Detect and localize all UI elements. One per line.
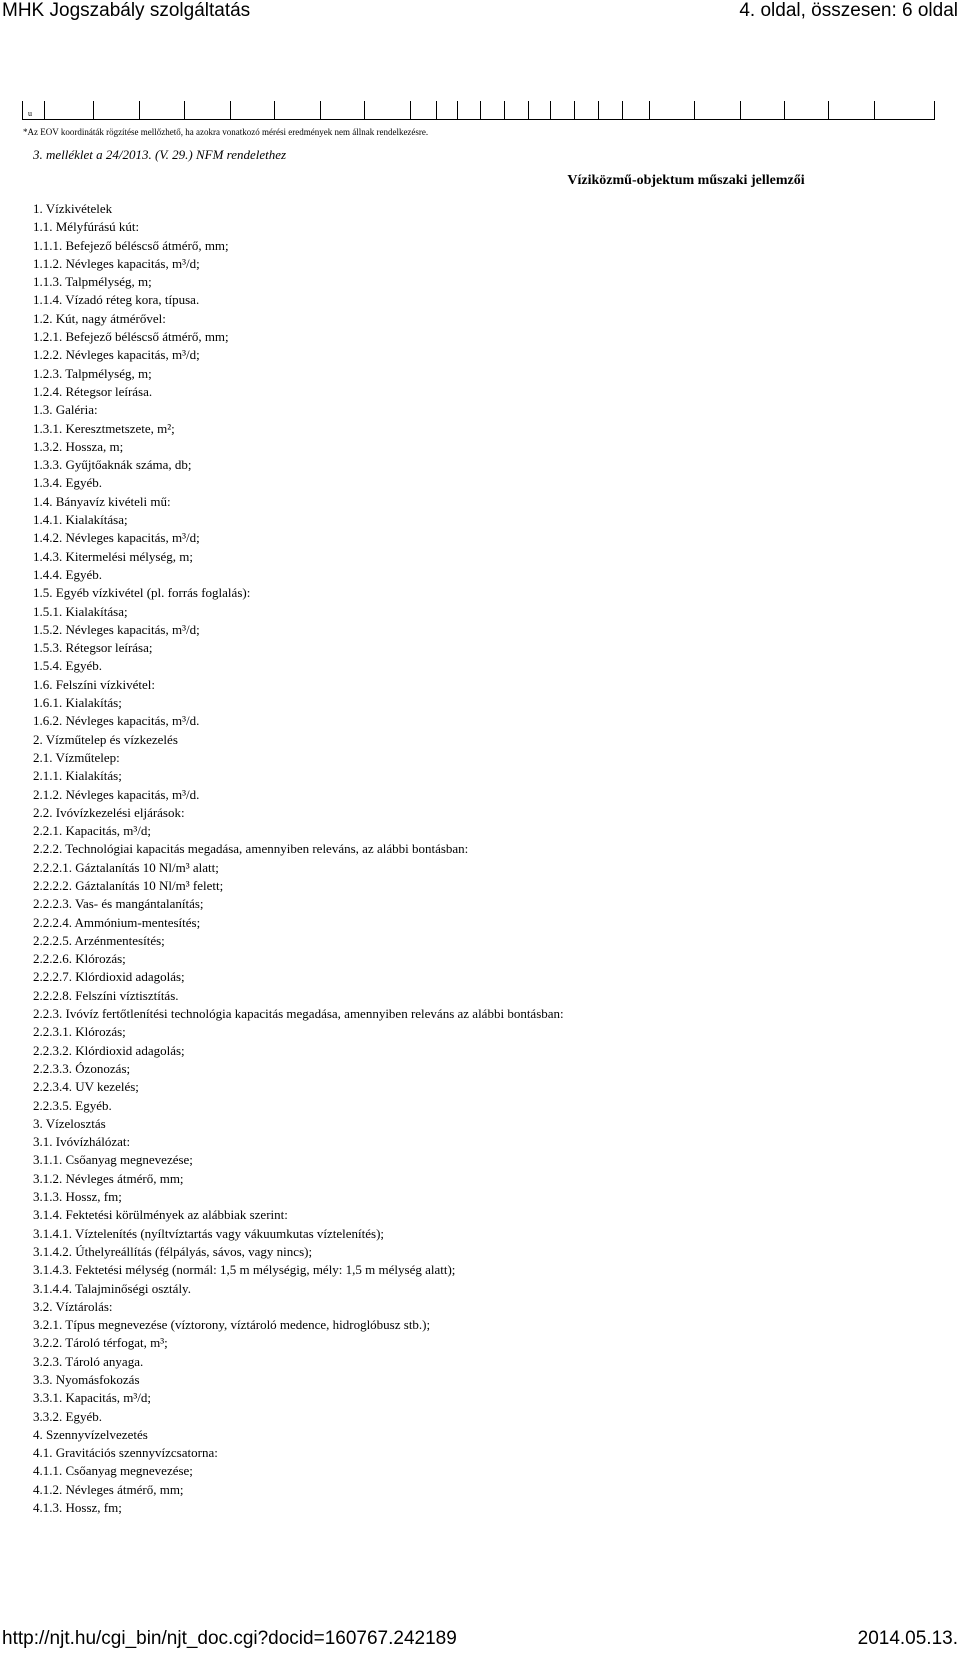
footnote-eov: *Az EOV koordináták rögzítése mellőzhető, ha azokra vonatkozó mérési eredmények nem állnak rendelkezésre. [23,127,429,137]
ruler-tick [528,101,529,120]
list-item: 1.1.3. Talpmélység, m; [33,274,152,290]
list-item: 1.4. Bányavíz kivételi mű: [33,493,171,509]
list-item: 3.1.4.3. Fektetési mélység (normál: 1,5 m mélységig, mély: 1,5 m mélység alatt); [33,1262,456,1278]
list-item: 1.3.4. Egyéb. [33,475,102,491]
list-item: 3.1.4.2. Úthelyreállítás (félpályás, sávos, vagy nincs); [33,1243,313,1259]
list-item: 2.2.3.1. Klórozás; [33,1024,126,1040]
list-item: 1.1.1. Befejező béléscső átmérő, mm; [33,237,229,253]
list-item: 2.1. Vízműtelep: [33,749,120,765]
list-item: 3.3. Nyomásfokozás [33,1372,140,1387]
ruler-tick [410,101,411,120]
list-item: 1.5. Egyéb vízkivétel (pl. forrás foglalás): [33,585,251,601]
ruler-tick [480,101,481,120]
list-item: 1.3.1. Keresztmetszete, m²; [33,420,175,436]
list-item: 1.5.3. Rétegsor leírása; [33,640,153,656]
list-item: 2.2.2.8. Felszíni víztisztítás. [33,987,179,1003]
list-item: 4. Szennyvízelvezetés [33,1426,148,1442]
list-item: 2.2.1. Kapacitás, m³/d; [33,823,151,839]
ruler-tick [93,101,94,120]
list-item: 3.1.3. Hossz, fm; [33,1189,122,1205]
ruler-tick [230,101,231,120]
list-item: 2.2.3.5. Egyéb. [33,1097,112,1113]
list-item: 2.2.3.2. Klórdioxid adagolás; [33,1042,185,1058]
list-item: 3.1.4. Fektetési körülmények az alábbiak szerint: [33,1207,288,1223]
list-item: 2.2.2.6. Klórozás; [33,951,126,967]
ruler-tick [550,101,551,120]
ruler-tick [740,101,741,120]
list-item: 2.2.2.2. Gáztalanítás 10 Nl/m³ felett; [33,877,224,893]
list-item: 1.5.4. Egyéb. [33,658,102,674]
ruler-tick [139,101,140,120]
list-item: 3.1.1. Csőanyag megnevezése; [33,1152,193,1168]
list-item: 1.4.4. Egyéb. [33,566,102,582]
list-item: 1.3.2. Hossza, m; [33,438,124,454]
ruler-tick [598,101,599,120]
header-service-name: MHK Jogszabály szolgáltatás [2,0,251,21]
list-item: 1.5.2. Névleges kapacitás, m³/d; [33,621,200,637]
list-item: 1.1.4. Vízadó réteg kora, típusa. [33,292,200,308]
list-item: 1.1.2. Névleges kapacitás, m³/d; [33,255,200,271]
list-item: 4.1. Gravitációs szennyvízcsatorna: [33,1445,218,1461]
list-item: 2.2. Ivóvízkezelési eljárások: [33,804,185,820]
list-item: 1.4.1. Kialakítása; [33,512,128,528]
ruler-tick [874,101,875,120]
ruler-tick [504,101,505,120]
ruler-tick [649,101,650,120]
characteristics-list [33,200,564,1517]
list-item: 1.2.3. Talpmélység, m; [33,365,152,381]
list-item: 3.2.2. Tároló térfogat, m³; [33,1335,168,1351]
footer-date: 2014.05.13. [857,1628,958,1649]
list-item: 1.3. Galéria: [33,402,98,418]
ruler-tick [574,101,575,120]
list-item: 3.2.3. Tároló anyaga. [33,1353,144,1369]
list-item: 1.6. Felszíni vízkivétel: [33,676,156,692]
list-item: 1.5.1. Kialakítása; [33,603,128,619]
ruler-tick [828,101,829,120]
ruler-tick [784,101,785,120]
list-item: 3.1.4.4. Talajminőségi osztály. [33,1280,191,1296]
list-item: 3.1.4.1. Víztelenítés (nyíltvíztartás vagy vákuumkutas víztelenítés); [33,1225,385,1241]
list-item: 1.6.2. Névleges kapacitás, m³/d. [33,713,200,729]
ruler-tick [694,101,695,120]
list-item: 2.1.2. Névleges kapacitás, m³/d. [33,786,200,802]
list-item: 3.2.1. Típus megnevezése (víztorony, víztároló medence, hidroglóbusz stb.); [33,1317,431,1333]
list-item: 2.2.2.5. Arzénmentesítés; [33,932,165,948]
list-item: 2.2.3.3. Ózonozás; [33,1060,131,1076]
list-item: 3.1.2. Névleges átmérő, mm; [33,1170,184,1186]
page-header [0,0,960,30]
footer-url[interactable]: http://njt.hu/cgi_bin/njt_doc.cgi?docid=160767.242189 [2,1628,457,1649]
list-item: 1.4.3. Kitermelési mélység, m; [33,548,193,564]
ruler-tick [274,101,275,120]
ruler-tick [44,101,45,120]
ruler-label: u [28,109,32,118]
list-item: 1.2.4. Rétegsor leírása. [33,383,153,399]
list-item: 2.2.2.7. Klórdioxid adagolás; [33,969,185,985]
list-item: 2. Vízműtelep és vízkezelés [33,731,178,747]
list-item: 2.2.2.3. Vas- és mangántalanítás; [33,896,204,912]
list-item: 1.2.2. Névleges kapacitás, m³/d; [33,347,200,363]
list-item: 4.1.1. Csőanyag megnevezése; [33,1463,193,1479]
list-item: 1.3.3. Gyűjtőaknák száma, db; [33,457,192,473]
annex-reference: 3. melléklet a 24/2013. (V. 29.) NFM rendelethez [33,147,287,162]
list-item: 2.2.3.4. UV kezelés; [33,1079,139,1095]
list-item: 3.1. Ivóvízhálózat: [33,1134,131,1150]
list-item: 1.2.1. Befejező béléscső átmérő, mm; [33,329,229,345]
ruler-tick [934,101,935,120]
table-remnant-ruler [22,101,935,120]
list-item: 1.1. Mélyfúrású kút: [33,219,140,235]
list-item: 2.2.2.1. Gáztalanítás 10 Nl/m³ alatt; [33,859,219,875]
document-title: Víziközmű-objektum műszaki jellemzői [567,173,805,188]
list-item: 1.4.2. Névleges kapacitás, m³/d; [33,530,200,546]
list-item: 3.3.2. Egyéb. [33,1408,102,1424]
header-page-counter: 4. oldal, összesen: 6 oldal [739,0,958,21]
ruler-tick [457,101,458,120]
list-item: 2.1.1. Kialakítás; [33,768,122,784]
list-item: 3.3.1. Kapacitás, m³/d; [33,1390,151,1406]
list-item: 3.2. Víztárolás: [33,1298,113,1314]
ruler-tick [184,101,185,120]
ruler-tick [364,101,365,120]
ruler-tick [320,101,321,120]
list-item: 1. Vízkivételek [33,201,113,216]
ruler-tick [622,101,623,120]
list-item: 2.2.2.4. Ammónium-mentesítés; [33,914,201,930]
list-item: 3. Vízelosztás [33,1115,106,1131]
list-item: 2.2.3. Ivóvíz fertőtlenítési technológia kapacitás megadása, amennyiben releváns az alábbi bontásban: [33,1006,564,1022]
list-item: 2.2.2. Technológiai kapacitás megadása, amennyiben releváns, az alábbi bontásban: [33,841,469,857]
list-item: 4.1.2. Névleges átmérő, mm; [33,1481,184,1497]
list-item: 1.6.1. Kialakítás; [33,695,122,711]
ruler-tick [22,101,23,120]
ruler-tick [436,101,437,120]
list-item: 4.1.3. Hossz, fm; [33,1500,122,1516]
list-item: 1.2. Kút, nagy átmérővel: [33,310,166,326]
